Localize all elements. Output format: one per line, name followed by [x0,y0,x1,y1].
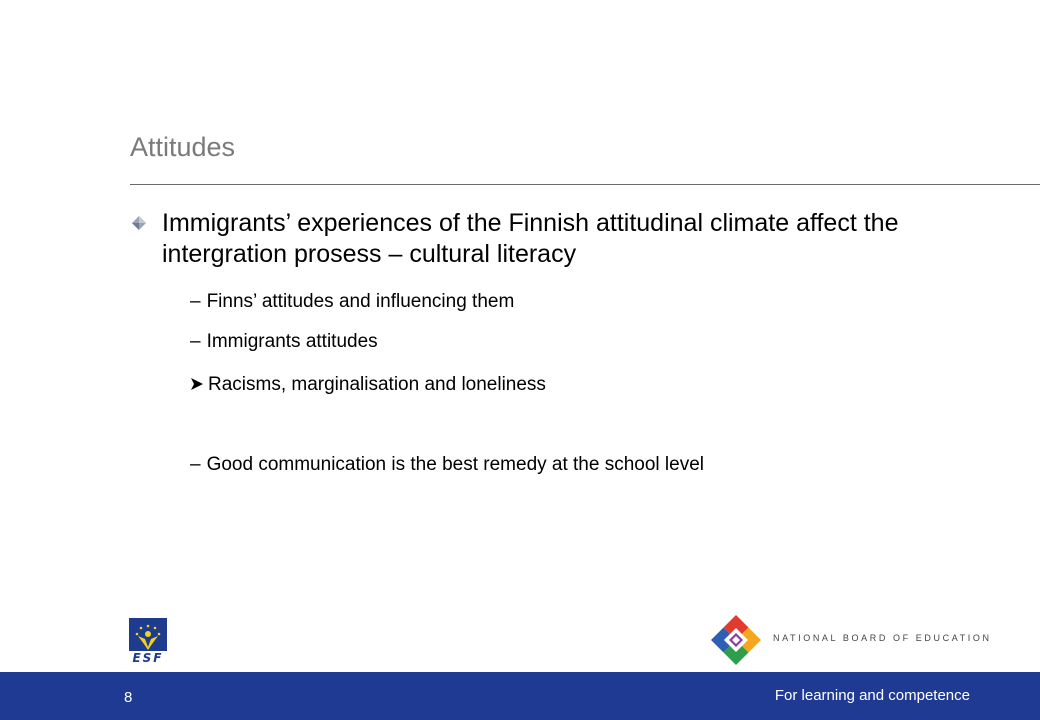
sub-item-text: Finns’ attitudes and influencing them [206,291,515,312]
sub-item-finns-attitudes [190,291,514,313]
esf-logo-text: ESF [132,651,164,665]
dash-marker: – [190,454,201,475]
arrow-icon [190,377,204,391]
dash-marker: – [190,291,201,312]
sub-item-text: Good communication is the best remedy at the school level [206,454,705,475]
nbe-logo-text: NATIONAL BOARD OF EDUCATION [773,633,992,643]
national-board-of-education-logo [710,614,762,666]
sub-item-good-communication [190,454,704,476]
sub-item-text: Racisms, marginalisation and loneliness [208,374,546,395]
slide-title: Attitudes [130,132,236,162]
sub-item-racisms [190,374,546,396]
diamond-bullet-icon [132,216,146,230]
title-divider [130,184,1040,185]
main-bullet-text: Immigrants’ experiences of the Finnish attitudinal climate affect the intergration prosess – cultural literacy [162,209,899,268]
footer-tagline: For learning and competence [774,687,970,704]
dash-marker: – [190,331,201,352]
sub-item-text: Immigrants attitudes [206,331,378,352]
sub-item-immigrants-attitudes [190,331,378,353]
page-number: 8 [124,689,133,706]
